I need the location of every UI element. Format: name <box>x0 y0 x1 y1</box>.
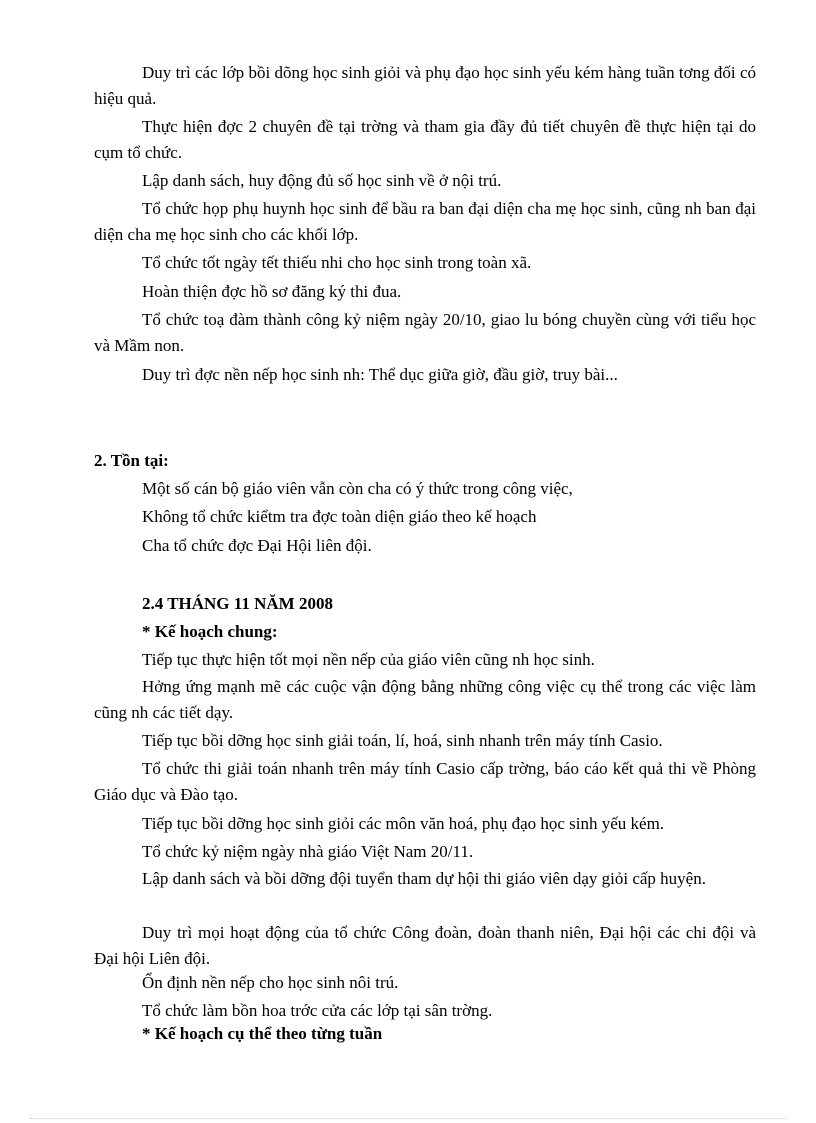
paragraph: Duy trì mọi hoạt động của tổ chức Công đoàn, đoàn thanh niên, Đại hội các chi đội và Đại hội Liên đội. <box>94 923 756 968</box>
paragraph: Thực hiện đợc 2 chuyên đề tại trờng và tham gia đầy đủ tiết chuyên đề thực hiện tại do cụm tổ chức. <box>94 117 756 162</box>
paragraph: Tổ chức kỷ niệm ngày nhà giáo Việt Nam 20/11. <box>142 842 474 861</box>
paragraph: Duy trì đợc nền nếp học sinh nh: Thể dục giữa giờ, đầu giờ, truy bài... <box>142 365 618 384</box>
paragraph: Tiếp tục thực hiện tốt mọi nền nếp của giáo viên cũng nh học sinh. <box>142 650 595 669</box>
paragraph: Lập danh sách và bồi dỡng đội tuyển tham dự hội thi giáo viên dạy giỏi cấp huyện. <box>142 869 706 888</box>
subheading: * Kế hoạch cụ thể theo từng tuần <box>142 1024 383 1043</box>
paragraph: Tiếp tục bồi dỡng học sinh giải toán, lí, hoá, sinh nhanh trên máy tính Casio. <box>142 731 663 750</box>
paragraph: Tổ chức thi giải toán nhanh trên máy tính Casio cấp trờng, báo cáo kết quả thi về Phòng Giáo dục và Đào tạo. <box>94 759 756 804</box>
subheading: * Kế hoạch chung: <box>142 622 278 641</box>
paragraph: Ổn định nền nếp cho học sinh nôi trú. <box>142 973 399 992</box>
section-heading: 2. Tồn tại: <box>94 451 169 470</box>
paragraph: Lập danh sách, huy động đủ số học sinh về ở nội trú. <box>142 171 502 190</box>
paragraph: Duy trì các lớp bồi dõng học sinh giỏi và phụ đạo học sinh yếu kém hàng tuần tơng đối có hiệu quả. <box>94 63 756 108</box>
page-bottom-rule <box>30 1118 786 1119</box>
paragraph: Tổ chức làm bồn hoa trớc cửa các lớp tại sân trờng. <box>142 1001 493 1020</box>
paragraph: Tổ chức tốt ngày tết thiếu nhi cho học sinh trong toàn xã. <box>142 253 532 272</box>
paragraph: Tổ chức họp phụ huynh học sinh để bầu ra ban đại diện cha mẹ học sinh, cũng nh ban đại diện cha mẹ học sinh cho các khối lớp. <box>94 199 756 244</box>
list-item: Không tổ chức kiểtm tra đợc toàn diện giáo theo kế hoạch <box>142 507 537 526</box>
paragraph: Hoàn thiện đợc hồ sơ đăng ký thi đua. <box>142 282 402 301</box>
paragraph: Hởng ứng mạnh mẽ các cuộc vận động bằng những công việc cụ thể trong các việc làm cũng nh các tiết dạy. <box>94 677 756 722</box>
list-item: Một số cán bộ giáo viên vẫn còn cha có ý thức trong công việc, <box>142 479 573 498</box>
paragraph: Tiếp tục bồi dỡng học sinh giỏi các môn văn hoá, phụ đạo học sinh yếu kém. <box>142 814 665 833</box>
list-item: Cha tổ chức đợc Đại Hội liên đội. <box>142 536 372 555</box>
paragraph: Tổ chức toạ đàm thành công kỷ niệm ngày 20/10, giao lu bóng chuyền cùng với tiểu học và Mầm non. <box>94 310 756 355</box>
section-heading: 2.4 THÁNG 11 NĂM 2008 <box>142 594 333 613</box>
